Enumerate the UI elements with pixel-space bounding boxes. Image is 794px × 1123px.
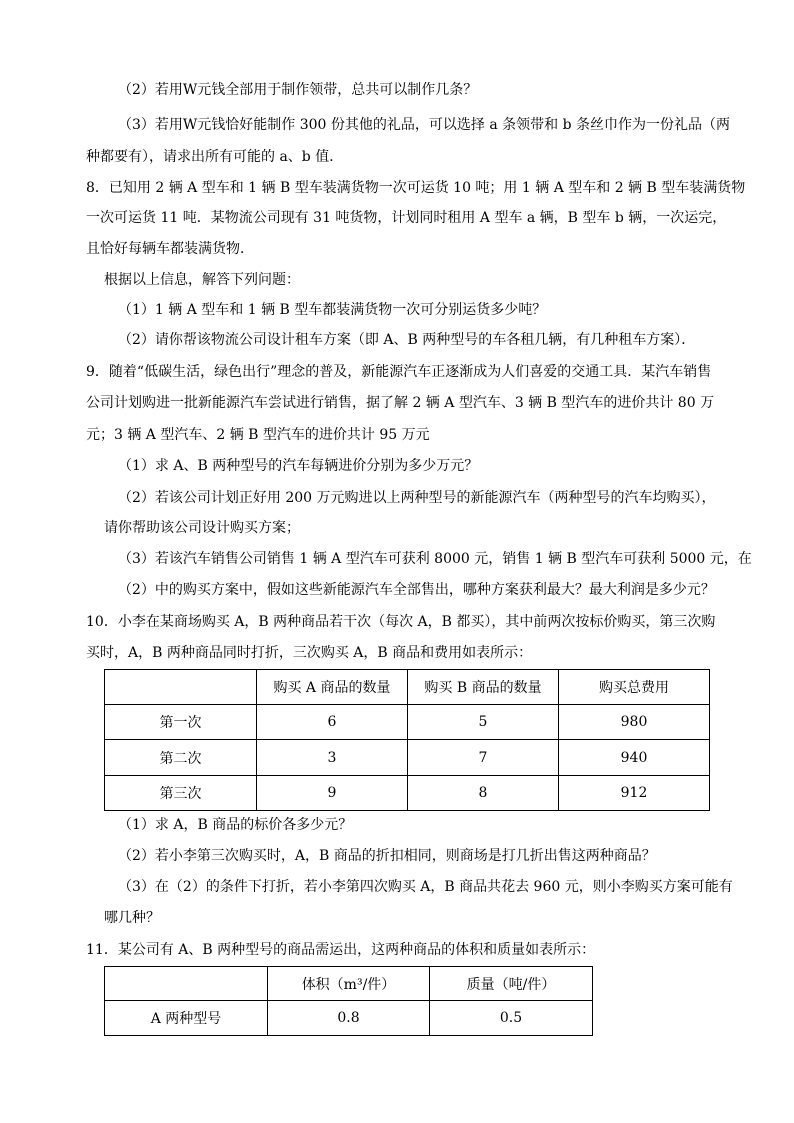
p11-line1: 11．某公司有 A、B 两种型号的商品需运出，这两种商品的体积和质量如表所示： (86, 942, 596, 958)
table-cell: 8 (408, 776, 559, 811)
p8-q1: （1）1 辆 A 型车和 1 辆 B 型车都装满货物一次可分别运货多少吨？ (118, 302, 547, 318)
table-cell: 第二次 (105, 740, 257, 776)
p10-q2: （2）若小李第三次购买时，A，B 商品的折扣相同，则商场是打几折出售这两种商品？ (118, 848, 656, 864)
table-row (105, 740, 710, 776)
table-cell: 第三次 (105, 776, 257, 811)
p8-line1: 8．已知用 2 辆 A 型车和 1 辆 B 型车装满货物一次可运货 10 吨；用 1 辆 A 型车和 2 辆 B 型车装满货物 (86, 180, 746, 196)
table-header-cell: 购买 A 商品的数量 (257, 670, 408, 705)
p9-line2: 公司计划购进一批新能源汽车尝试进行销售，据了解 2 辆 A 型汽车、3 辆 B 型汽车的进价共计 80 万 (86, 395, 715, 411)
p10-line1: 10．小李在某商场购买 A，B 两种商品若干次（每次 A，B 都买），其中前两次按标价购买，第三次购 (86, 614, 716, 630)
table-cell: 6 (257, 705, 408, 740)
table-cell: 第一次 (105, 705, 257, 740)
p9-line3: 元；3 辆 A 型汽车、2 辆 B 型汽车的进价共计 95 万元 (86, 427, 430, 443)
table-cell: 912 (559, 776, 710, 811)
table-header-cell: 购买 B 商品的数量 (408, 670, 559, 705)
p11-table (104, 966, 593, 1036)
table-header-cell (105, 967, 268, 1001)
table-header-row (105, 967, 593, 1001)
p9-q3-line1: （3）若该汽车销售公司销售 1 辆 A 型汽车可获利 8000 元，销售 1 辆 B 型汽车可获利 5000 元，在 (118, 551, 752, 567)
table-cell: 3 (257, 740, 408, 776)
p10-q3-line2: 哪几种？ (104, 910, 160, 926)
table-header-cell: 质量（吨/件） (430, 967, 593, 1001)
table-row (105, 776, 710, 811)
p8-line4: 根据以上信息，解答下列问题： (104, 272, 300, 288)
table-header-cell: 体积（m³/件） (268, 967, 430, 1001)
p9-q1: （1）求 A、B 两种型号的汽车每辆进价分别为多少万元？ (118, 458, 479, 474)
table-row (105, 705, 710, 740)
table-header-cell: 购买总费用 (559, 670, 710, 705)
p7-q3-line1: （3）若用W元钱恰好能制作 300 份其他的礼品，可以选择 a 条领带和 b 条丝巾作为一份礼品（两 (118, 117, 731, 133)
table-cell: 7 (408, 740, 559, 776)
p9-line1: 9．随着“低碳生活，绿色出行”理念的普及，新能源汽车正逐渐成为人们喜爱的交通工具．某汽车销售 (86, 364, 712, 380)
p9-q2-line2: 请你帮助该公司设计购买方案； (104, 520, 300, 536)
p10-q1: （1）求 A，B 商品的标价各多少元？ (118, 817, 353, 833)
table-row (105, 1001, 593, 1036)
p7-q3-line2: 种都要有），请求出所有可能的 a、b 值． (86, 149, 344, 165)
table-header-row (105, 670, 710, 705)
p10-line2: 买时，A，B 两种商品同时打折，三次购买 A，B 商品和费用如表所示： (86, 645, 533, 661)
p7-q2: （2）若用W元钱全部用于制作领带，总共可以制作几条？ (118, 82, 478, 98)
table-header-cell (105, 670, 257, 705)
p8-line2: 一次可运货 11 吨．某物流公司现有 31 吨货物，计划同时租用 A 型车 a 辆，B 型车 b 辆，一次运完， (86, 210, 727, 226)
table-cell: 5 (408, 705, 559, 740)
table-cell: 0.8 (268, 1001, 430, 1036)
table-cell: 9 (257, 776, 408, 811)
table-cell: 0.5 (430, 1001, 593, 1036)
p10-q3-line1: （3）在（2）的条件下打折，若小李第四次购买 A，B 商品共花去 960 元，则小李购买方案可能有 (118, 879, 733, 895)
p10-table (104, 669, 710, 811)
p9-q2-line1: （2）若该公司计划正好用 200 万元购进以上两种型号的新能源汽车（两种型号的汽车均购买）， (118, 490, 716, 506)
p8-q2: （2）请你帮该物流公司设计租车方案（即 A、B 两种型号的车各租几辆，有几种租车方案）． (118, 332, 696, 348)
table-cell: 980 (559, 705, 710, 740)
table-cell: 940 (559, 740, 710, 776)
p9-q3-line2: （2）中的购买方案中，假如这些新能源汽车全部售出，哪种方案获利最大？最大利润是多少元？ (118, 582, 715, 598)
p8-line3: 且恰好每辆车都装满货物． (86, 241, 254, 257)
table-cell: A 两种型号 (105, 1001, 268, 1036)
